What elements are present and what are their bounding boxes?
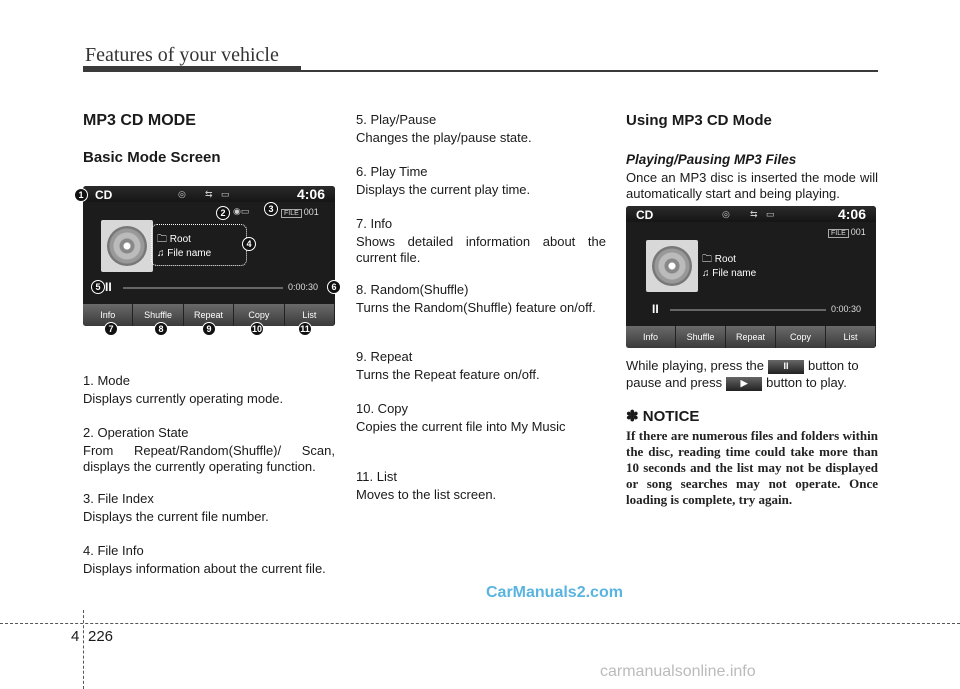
- copy-button[interactable]: Copy: [776, 326, 826, 348]
- scan-icon: ◎: [178, 189, 186, 199]
- instr-part-3: button to play.: [766, 375, 847, 390]
- desc-item-4: [83, 543, 335, 577]
- file-row: ♫ File name: [157, 248, 212, 259]
- usb-icon: ⇆: [205, 189, 213, 199]
- desc-item-3: [83, 491, 335, 525]
- intro-paragraph: Once an MP3 disc is inserted the mode will automatically start and being playing.: [626, 170, 878, 201]
- repeat-state-icon: ◉▭: [233, 206, 250, 216]
- footer-vertical-rule: [83, 610, 84, 689]
- subsection-heading: Basic Mode Screen: [83, 149, 221, 166]
- desc-text: Copies the current file into My Music: [356, 419, 566, 434]
- file-name: File name: [167, 248, 212, 259]
- callout-11: 11: [298, 322, 312, 336]
- folder-name: Root: [714, 254, 736, 265]
- callout-10: 10: [251, 324, 262, 334]
- pause-button-icon: II: [768, 360, 804, 374]
- desc-item-10: [356, 401, 606, 435]
- file-index: [281, 207, 319, 217]
- desc-title: 9. Repeat: [356, 349, 413, 364]
- desc-title: 11. List: [356, 469, 397, 484]
- file-name: File name: [712, 268, 757, 279]
- repeat-button[interactable]: Repeat: [184, 304, 234, 326]
- callout-2: 2: [216, 206, 230, 220]
- carmanuals-watermark[interactable]: CarManuals2.com: [486, 584, 623, 601]
- desc-item-1: [83, 373, 335, 407]
- playing-subheading: Playing/Pausing MP3 Files: [626, 152, 797, 167]
- folder-row: 🗀 Root: [157, 234, 191, 245]
- mp3-screen-playing: [626, 206, 876, 348]
- shuffle-button[interactable]: Shuffle: [676, 326, 726, 348]
- battery-icon: ▭: [221, 189, 230, 199]
- play-pause-instructions: [626, 357, 878, 391]
- file-badge: FILE: [281, 209, 302, 218]
- desc-title: 2. Operation State: [83, 425, 189, 440]
- screen-clock: 4:06: [837, 206, 866, 222]
- info-button[interactable]: Info: [83, 304, 133, 326]
- desc-text: Moves to the list screen.: [356, 487, 497, 502]
- desc-text: Changes the play/pause state.: [356, 130, 532, 145]
- page-header-title: Features of your vehicle: [85, 44, 279, 66]
- instr-part-2: button to pause and press: [626, 358, 859, 390]
- list-button[interactable]: List: [826, 326, 876, 348]
- shuffle-button[interactable]: Shuffle: [133, 304, 183, 326]
- desc-title: 3. File Index: [83, 491, 154, 506]
- desc-text: Turns the Repeat feature on/off.: [356, 367, 540, 382]
- list-button[interactable]: List: [285, 304, 335, 326]
- play-time: 0:00:30: [288, 282, 319, 292]
- page-number: 226: [88, 628, 114, 645]
- callout-7: 7: [104, 322, 118, 336]
- section-heading: MP3 CD MODE: [83, 112, 196, 129]
- pause-indicator: II: [652, 302, 659, 316]
- desc-text: Displays the current play time.: [356, 182, 531, 197]
- using-heading: Using MP3 CD Mode: [626, 112, 772, 129]
- desc-item-8: [356, 282, 606, 316]
- footer-rule: [0, 623, 960, 624]
- desc-item-6: [356, 164, 606, 198]
- desc-text: Displays the current file number.: [83, 509, 269, 524]
- callout-5: 5: [91, 280, 105, 294]
- callout-6: 6: [327, 280, 341, 294]
- file-index: [828, 227, 866, 237]
- callout-1: 1: [74, 188, 88, 202]
- info-button[interactable]: Info: [626, 326, 676, 348]
- screen-mode-label: CD: [636, 208, 654, 222]
- callout-9: 9: [202, 322, 216, 336]
- instr-part-1: While playing, press the: [626, 358, 765, 373]
- site-watermark[interactable]: carmanualsonline.info: [600, 663, 756, 680]
- desc-title: 4. File Info: [83, 543, 144, 558]
- desc-text: Turns the Random(Shuffle) feature on/off.: [356, 300, 596, 315]
- desc-item-2: [83, 425, 335, 475]
- play-button-icon: ▶: [726, 377, 762, 391]
- cd-disc-icon: [101, 220, 153, 272]
- progress-track: [670, 309, 826, 311]
- battery-icon: ▭: [766, 209, 775, 219]
- screen-clock: 4:06: [296, 186, 325, 202]
- play-time: 0:00:30: [831, 304, 862, 314]
- screen-button-bar: [626, 326, 876, 348]
- file-index-number: 001: [303, 207, 319, 217]
- folder-name: Root: [169, 234, 191, 245]
- callout-8: 8: [154, 322, 168, 336]
- repeat-button[interactable]: Repeat: [726, 326, 776, 348]
- mp3-screen-annotated: [83, 186, 335, 326]
- intro-text: [626, 170, 878, 202]
- file-badge: FILE: [828, 229, 849, 238]
- screen-mode-label: CD: [95, 188, 113, 202]
- section-number: 4: [71, 628, 80, 645]
- desc-title: 10. Copy: [356, 401, 409, 416]
- scan-icon: ◎: [722, 209, 730, 219]
- progress-track: [123, 287, 283, 289]
- desc-text: Shows detailed information about the current file.: [356, 234, 606, 265]
- desc-item-11: [356, 469, 606, 503]
- desc-text: Displays information about the current file.: [83, 561, 326, 576]
- desc-item-7: [356, 216, 606, 266]
- desc-item-9: [356, 349, 606, 383]
- callout-3: 3: [264, 202, 278, 216]
- desc-title: 1. Mode: [83, 373, 130, 388]
- desc-title: 7. Info: [356, 216, 393, 231]
- notice-body: If there are numerous files and folders within the disc, reading time could take more than 10 seconds and the list may not be displayed or song searches may not operate. Once loading is complete, try again.: [626, 428, 878, 507]
- desc-title: 5. Play/Pause: [356, 112, 437, 127]
- callout-4: 4: [242, 237, 256, 251]
- desc-item-5: [356, 112, 606, 146]
- file-row: ♫ File name: [702, 268, 757, 279]
- usb-icon: ⇆: [750, 209, 758, 219]
- file-index-number: 001: [850, 227, 866, 237]
- desc-text: Displays currently operating mode.: [83, 391, 284, 406]
- notice-title: ✽ NOTICE: [626, 408, 700, 425]
- folder-row: 🗀 Root: [702, 254, 736, 265]
- desc-title: 6. Play Time: [356, 164, 428, 179]
- header-rule: [83, 70, 878, 72]
- cd-disc-icon: [646, 240, 698, 292]
- desc-text: From Repeat/Random(Shuffle)/ Scan, displays the currently operating function.: [83, 443, 335, 474]
- pause-indicator: II: [105, 280, 112, 294]
- copy-button[interactable]: Copy: [234, 304, 284, 326]
- file-info-highlight: [151, 224, 247, 266]
- desc-title: 8. Random(Shuffle): [356, 282, 469, 297]
